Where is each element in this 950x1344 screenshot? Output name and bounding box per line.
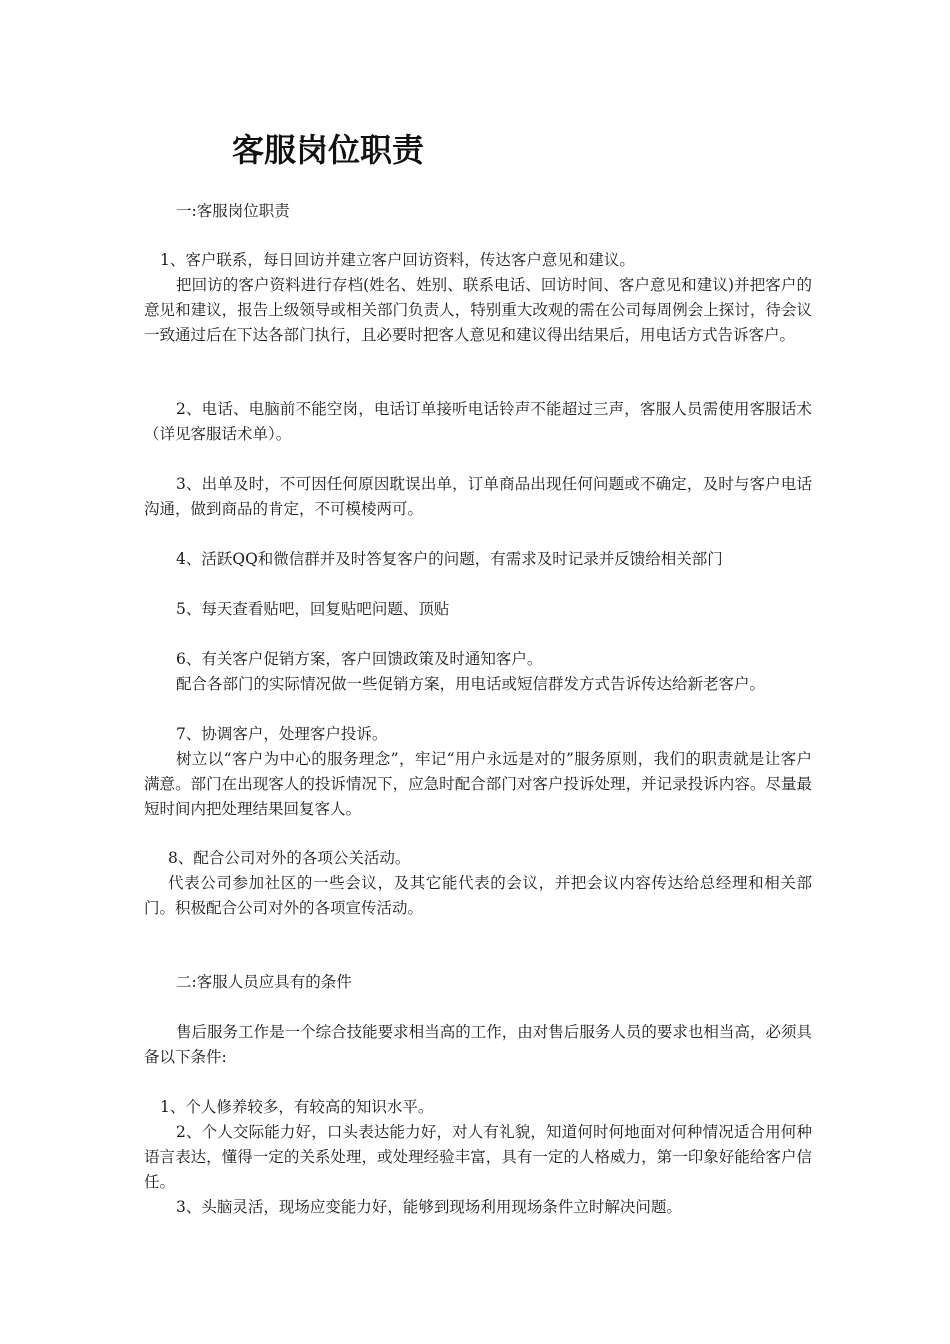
item1-heading: 1、客户联系，每日回访并建立客户回访资料，传达客户意见和建议。 <box>160 251 635 269</box>
item4-text: 4、活跃QQ和微信群并及时答复客户的问题，有需求及时记录并反馈给相关部门 <box>176 550 723 568</box>
item5-text: 5、每天查看贴吧，回复贴吧问题、顶贴 <box>176 600 450 618</box>
item1-body: 把回访的客户资料进行存档(姓名、姓别、联系电话、回访时间、客户意见和建议)并把客户的意见和建议，报告上级领导或相关部门负责人，特别重大改观的需在公司每周例会上探讨，待会议一致通过后在下达各部门执行，且必要时把客人意见和建议得出结果后，用电话方式告诉客户。 <box>144 276 812 344</box>
item8-body: 代表公司参加社区的一些会议，及其它能代表的会议，并把会议内容传达给总经理和相关部门。积极配合公司对外的各项宣传活动。 <box>144 874 812 917</box>
item8-heading: 8、配合公司对外的各项公关活动。 <box>168 849 411 867</box>
requirement-3: 3、头脑灵活，现场应变能力好，能够到现场利用现场条件立时解决问题。 <box>176 1198 682 1216</box>
requirement-2: 2、个人交际能力好，口头表达能力好，对人有礼貌，知道何时何地面对何种情况适合用何种语言表达，懂得一定的关系处理，或处理经验丰富，具有一定的人格威力，第一印象好能给客户信任。 <box>144 1123 812 1191</box>
requirement-1: 1、个人修养较多，有较高的知识水平。 <box>160 1098 434 1116</box>
document-title: 客服岗位职责 <box>232 131 425 169</box>
section2-intro: 售后服务工作是一个综合技能要求相当高的工作，由对售后服务人员的要求也相当高，必须具备以下条件: <box>144 1023 812 1066</box>
item7-body: 树立以“客户为中心的服务理念”，牢记“用户永远是对的”服务原则，我们的职责就是让客户满意。部门在出现客人的投诉情况下，应急时配合部门对客户投诉处理，并记录投诉内容。尽量最短时间内把处理结果回复客人。 <box>144 750 812 818</box>
section1-heading: 一:客服岗位职责 <box>176 202 290 220</box>
item7-heading: 7、协调客户，处理客户投诉。 <box>176 725 388 743</box>
item6-body: 配合各部门的实际情况做一些促销方案，用电话或短信群发方式告诉传达给新老客户。 <box>176 675 766 693</box>
item6-heading: 6、有关客户促销方案，客户回馈政策及时通知客户。 <box>176 650 543 668</box>
section2-heading: 二:客服人员应具有的条件 <box>176 973 352 991</box>
item3-text: 3、出单及时，不可因任何原因耽误出单，订单商品出现任何问题或不确定，及时与客户电话沟通，做到商品的肯定，不可模棱两可。 <box>144 475 812 518</box>
item2-text: 2、电话、电脑前不能空岗，电话订单接听电话铃声不能超过三声，客服人员需使用客服话术（详见客服话术单）。 <box>144 400 812 443</box>
